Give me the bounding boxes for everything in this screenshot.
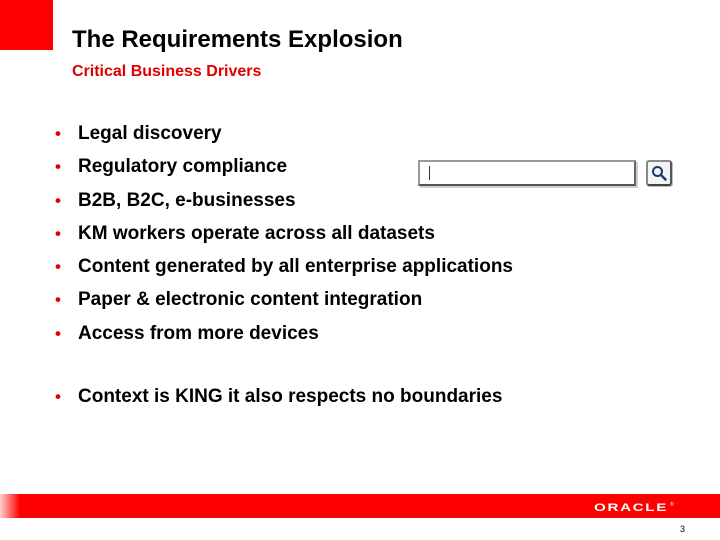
list-item-text: B2B, B2C, e-businesses — [78, 189, 296, 211]
page-title: The Requirements Explosion — [72, 26, 403, 53]
list-item-text: KM workers operate across all datasets — [78, 222, 435, 244]
list-item-text: Regulatory compliance — [78, 156, 288, 178]
search-box — [418, 160, 640, 188]
bullet-icon: • — [55, 290, 61, 310]
text-caret — [429, 166, 430, 180]
bullet-icon: • — [55, 257, 61, 277]
list-item-text: Content generated by all enterprise applications — [78, 256, 513, 278]
list-item — [55, 254, 513, 287]
list-item — [55, 287, 513, 320]
search-icon — [651, 165, 667, 181]
list-item-text: Legal discovery — [78, 123, 222, 144]
logo-mark: ® — [670, 502, 674, 508]
bullet-icon: • — [55, 124, 61, 143]
bullet-icon: • — [55, 157, 61, 177]
bullet-icon: • — [55, 387, 61, 406]
list-item — [55, 221, 513, 254]
list-item — [55, 321, 513, 354]
bullet-icon: • — [55, 190, 61, 210]
oracle-logo — [594, 501, 676, 512]
list-item — [55, 188, 513, 221]
page-number: 3 — [680, 524, 686, 534]
list-item-text: Paper & electronic content integration — [78, 289, 423, 311]
bullet-list — [55, 121, 513, 354]
list-item — [55, 121, 513, 154]
logo-text: ORACLE — [594, 502, 668, 512]
closing-bullet-list — [55, 384, 502, 417]
list-item-text: Access from more devices — [78, 322, 319, 344]
search-button[interactable] — [646, 160, 672, 186]
corner-accent-block — [0, 0, 53, 50]
bullet-icon: • — [55, 323, 61, 343]
list-item — [55, 384, 502, 417]
bullet-icon: • — [55, 223, 61, 243]
closing-bullet-text: Context is KING it also respects no boundaries — [78, 386, 503, 407]
search-input[interactable] — [418, 160, 636, 186]
page-subtitle: Critical Business Drivers — [72, 63, 262, 80]
